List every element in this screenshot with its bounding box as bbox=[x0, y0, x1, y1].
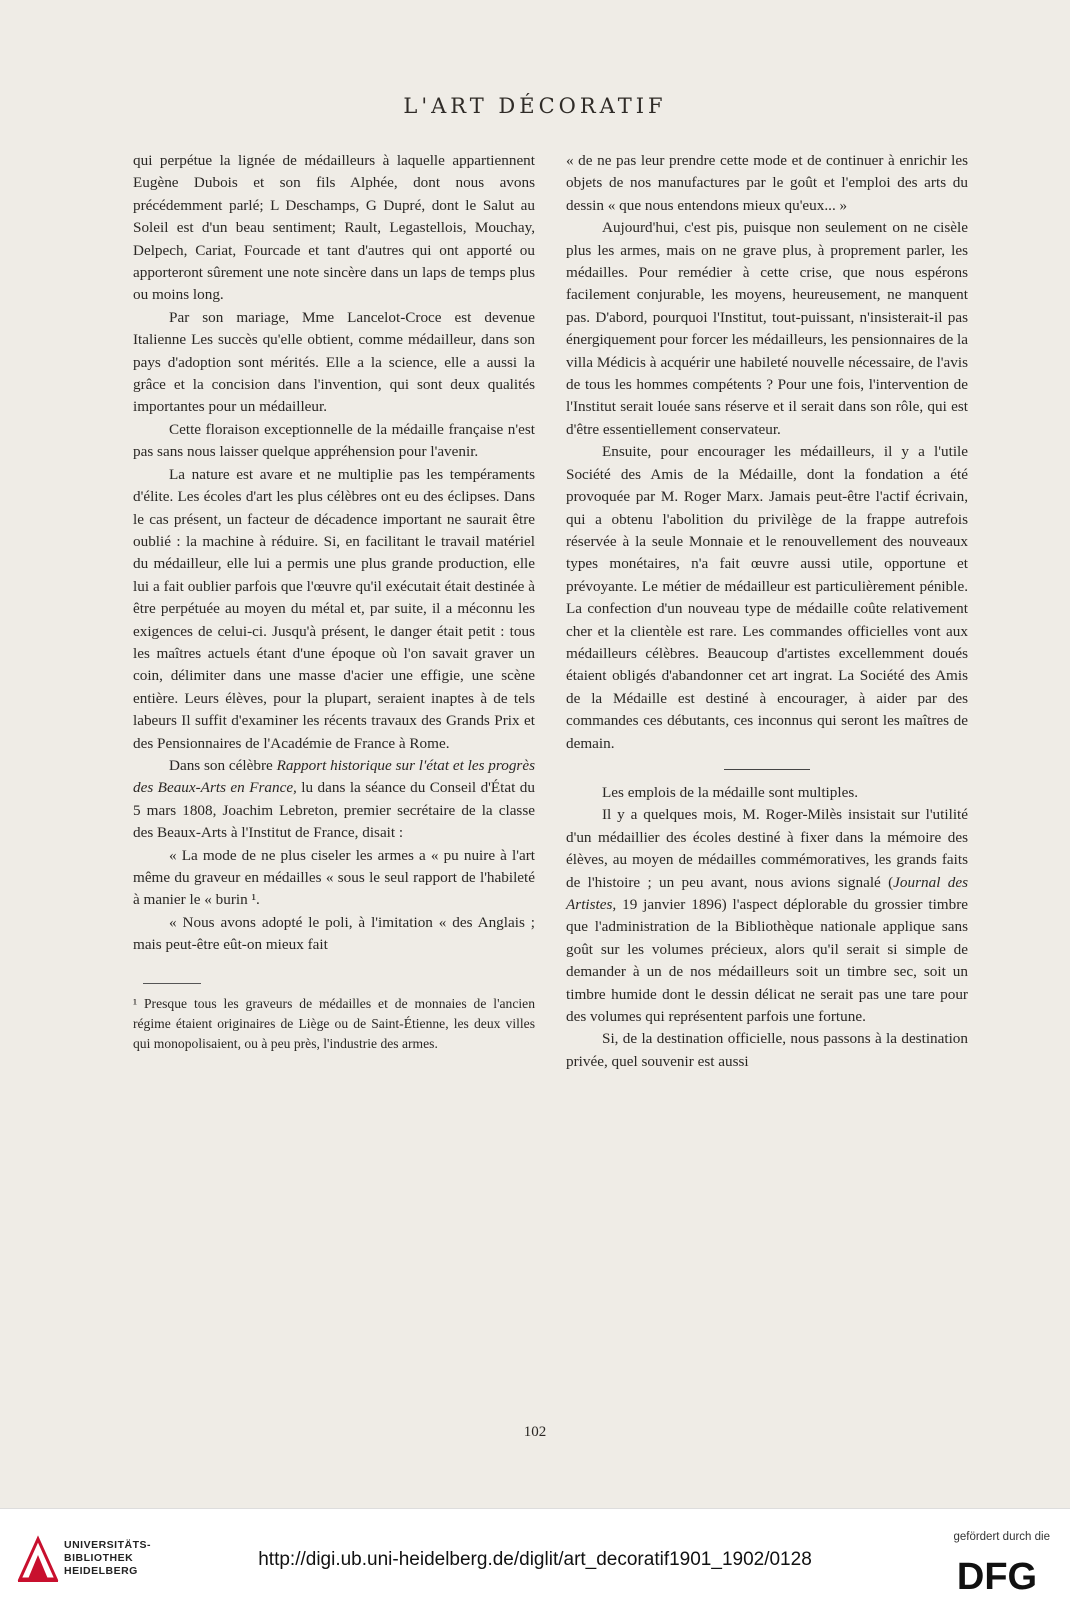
dfg-logo-text: DFG bbox=[956, 1556, 1038, 1595]
italic-title: Journal des Artistes, bbox=[566, 873, 968, 913]
quote-paragraph: « La mode de ne plus ciseler les armes a « pu nuire à l'art même du graveur en médailles « sous le seul rapport de l'habileté à manier le « burin ¹. bbox=[133, 846, 535, 909]
paragraph: Aujourd'hui, c'est pis, puisque non seulement on ne cisèle plus les armes, mais on ne grave plus, à proprement parler, les médailles. Pour remédier à cette crise, que nous espérons facilement conjurable, les moyens, heureusement, ne manquent pas. D'abord, pourquoi l'Institut, tout-puissant, n'insisterait-il pas énergiquement pour forcer les médailleurs, les pensionnaires de la villa Médicis à acquérir une habileté nouvelle nécessaire, de l'avis de tous les hommes compétents ? Pour une fois, l'intervention de l'Institut serait louée sans réserve et il serait dans son rôle, qui est d'être essentiellement conservateur. bbox=[566, 219, 968, 438]
paragraph: qui perpétue la lignée de médailleurs à laquelle appartiennent Eugène Dubois et son fils Alphée, dont nous avons précédemment parlé; L Deschamps, G Dupré, dont le Salut au Soleil est d'un beau sentiment; Rault, Legastellois, Mouchay, Delpech, Cariat, Fourcade et tant d'autres qui ont apporté ou apporteront sûrement une note sincère dans un laps de temps plus ou moins long. bbox=[133, 152, 535, 304]
paragraph: Il y a quelques mois, M. Roger-Milès insistait sur l'utilité d'un médaillier des écoles destiné à fixer dans la mémoire des élèves, au moyen de médailles commémoratives, les grands faits de l'histoire ; un peu avant, nous avions signalé (Journal des Artistes, 19 janvier 1896) l'aspect déplorable du grossier timbre que l'administration de la Bibliothèque nationale applique sans goût sur les volumes précieux, alors qu'il serait si simple de demander à un de nos médailleurs soit un timbre sec, soit un timbre humide dont le dessin délicat ne serait pas une tare pour des volumes qui représentent parfois une fortune. bbox=[566, 806, 968, 1026]
italic-title: Rapport historique sur l'état et les progrès des Beaux-Arts en France, bbox=[133, 756, 535, 797]
paragraph: Ensuite, pour encourager les médailleurs, il y a l'utile Société des Amis de la Médaille, dont la fondation a été provoquée par M. Roger Marx. Jamais peut-être l'actif écrivain, qui a obtenu l'abolition du privilège de la frappe autrefois réservée à la seule Monnaie et le renouvellement des nouveaux types monétaires, n'a fait œuvre aussi utile, opportune et prévoyante. Le métier de médailleur est particulièrement pénible. La confection d'un nouveau type de médaille coûte relativement cher et la clientèle est rare. Les commandes officielles vont aux médailleurs célèbres. Beaucoup d'artistes excellemment doués étaient obligés d'abandonner cet art ingrat. La Société des Amis de la Médaille est destiné à encourager, à aider par des commandes ces débutants, ces inconnus qui seront les maîtres de demain. bbox=[566, 443, 968, 752]
quote-paragraph: « Nous avons adopté le poli, à l'imitation « des Anglais ; mais peut-être eût-on mieux fait bbox=[133, 913, 535, 954]
right-column bbox=[566, 150, 968, 1073]
footnote-rule bbox=[143, 983, 201, 984]
section-rule bbox=[724, 769, 810, 770]
paragraph: Dans son célèbre Rapport historique sur l'état et les progrès des Beaux-Arts en France, lu dans la séance du Conseil d'État du 5 mars 1808, Joachim Lebreton, premier secrétaire de la classe des Beaux-Arts à l'Institut de France, disait : bbox=[133, 756, 535, 842]
left-column bbox=[133, 150, 535, 1054]
paragraph: Les emplois de la médaille sont multiples. bbox=[602, 783, 859, 801]
paragraph: « de ne pas leur prendre cette mode et de continuer à enrichir les objets de nos manufactures par le goût et l'emploi des arts du dessin « que nous entendons mieux qu'eux... » bbox=[566, 152, 968, 214]
viewer-footer bbox=[0, 1508, 1070, 1613]
paragraph: Cette floraison exceptionnelle de la médaille française n'est pas sans nous laisser quelque appréhension pour l'avenir. bbox=[133, 420, 535, 461]
permalink-url[interactable]: http://digi.ub.uni-heidelberg.de/diglit/art_decoratif1901_1902/0128 bbox=[258, 1549, 812, 1570]
funded-by-label: gefördert durch die bbox=[953, 1531, 1050, 1543]
paragraph: La nature est avare et ne multiplie pas les tempéraments d'élite. Les écoles d'art les plus célèbres ont eu des éclipses. Dans le cas présent, un facteur de décadence important ne saurait être oublié : la machine à réduire. Si, en facilitant le travail matériel du médailleur, elle lui a permis une plus grande production, elle lui a fait oublier parfois que l'œuvre qu'il exécutait était destinée à être perpétuée au moyen du métal et, par suite, il a méconnu les exigences de celui-ci. Jusqu'à présent, le danger était petit : tous les maîtres actuels étant d'une époque où l'on savait graver un coin, délimiter dans une masse d'acier une effigie, une scène entière. Leurs élèves, pour la plupart, seraient inaptes à de tels labeurs Il suffit d'examiner les récents travaux des Grands Prix et des Pensionnaires de l'Académie de France à Rome. bbox=[133, 465, 535, 752]
dfg-logo-icon[interactable] bbox=[948, 1555, 1046, 1595]
running-head: L'ART DÉCORATIF bbox=[403, 94, 667, 118]
paragraph: Par son mariage, Mme Lancelot-Croce est devenue Italienne Les succès qu'elle obtient, comme médailleur, dans son pays d'adoption sont mérités. Elle a la science, elle a aussi la grâce et la concision dans l'invention, qui sont deux qualités importantes pour un médailleur. bbox=[133, 308, 535, 416]
institution-name: UNIVERSITÄTS- BIBLIOTHEK HEIDELBERG bbox=[64, 1539, 152, 1577]
footnote: ¹ Presque tous les graveurs de médailles et de monnaies de l'ancien régime étaient originaires de Liège ou de Saint-Étienne, les deux villes qui monopolisaient, ou à peu près, l'industrie des armes. bbox=[133, 995, 535, 1051]
paragraph: Si, de la destination officielle, nous passons à la destination privée, quel souvenir est aussi bbox=[566, 1030, 968, 1070]
page-number: 102 bbox=[523, 1424, 547, 1440]
